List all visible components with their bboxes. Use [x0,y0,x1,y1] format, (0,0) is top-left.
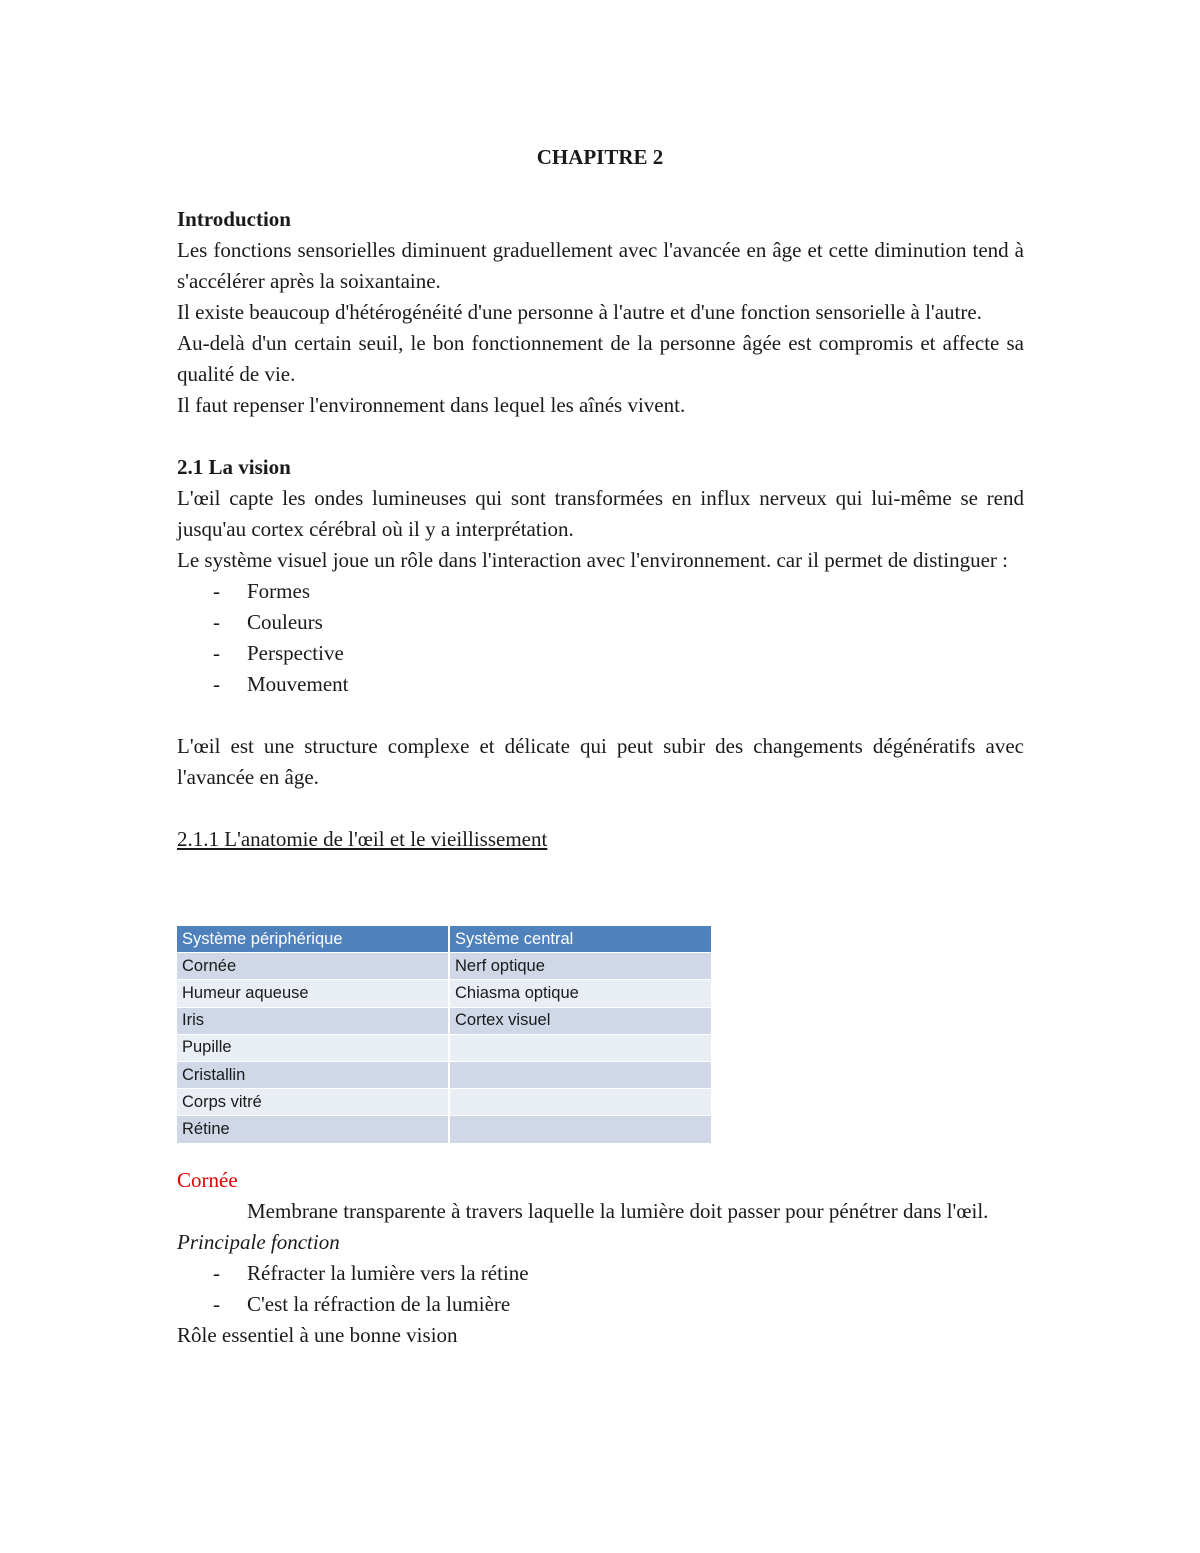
vision-paragraph-2: Le système visuel joue un rôle dans l'interaction avec l'environnement. car il permet de distinguer : [177,548,1008,572]
table-header-peripheral: Système périphérique [177,926,449,953]
table-cell: Nerf optique [449,953,711,980]
list-item: - Perspective [177,638,1024,669]
cornee-section [177,1165,1024,1351]
vision-paragraph-1: L'œil capte les ondes lumineuses qui sont transformées en influx nerveux qui lui-même se rend jusqu'au cortex cérébral où il y a interprétation. [177,486,1024,541]
table-row [177,953,711,980]
dash-icon: - [213,672,220,696]
intro-paragraph-1: Les fonctions sensorielles diminuent graduellement avec l'avancée en âge et cette diminution tend à s'accélérer après la soixantaine. [177,238,1024,293]
list-item: - C'est la réfraction de la lumière [177,1289,1024,1320]
table-cell: Chiasma optique [449,980,711,1007]
table-header-row [177,926,711,953]
table-row [177,1034,711,1061]
table-cell: Iris [177,1007,449,1034]
intro-heading: Introduction [177,207,291,231]
table-cell [449,1089,711,1116]
list-item: - Mouvement [177,669,1024,700]
intro-paragraph-4: Il faut repenser l'environnement dans lequel les aînés vivent. [177,393,686,417]
chapter-title: CHAPITRE 2 [536,145,664,169]
vision-closing: L'œil est une structure complexe et délicate qui peut subir des changements dégénératifs avec l'avancée en âge. [177,734,1024,789]
table-row [177,1061,711,1088]
list-item: - Formes [177,576,1024,607]
cornee-function-label: Principale fonction [177,1230,340,1254]
table-row [177,980,711,1007]
list-item: - Couleurs [177,607,1024,638]
table-cell [449,1034,711,1061]
table-cell: Cristallin [177,1061,449,1088]
table-row [177,1089,711,1116]
table-row [177,1007,711,1034]
cornee-function-list [177,1258,1024,1320]
table-header-central: Système central [449,926,711,953]
cornee-description: Membrane transparente à travers laquelle la lumière doit passer pour pénétrer dans l'œil. [247,1199,989,1223]
dash-icon: - [213,641,220,665]
table-cell: Cortex visuel [449,1007,711,1034]
table-cell: Corps vitré [177,1089,449,1116]
dash-icon: - [213,1261,220,1285]
table-cell [449,1116,711,1143]
table-cell: Pupille [177,1034,449,1061]
vision-list [177,576,1024,700]
dash-icon: - [213,610,220,634]
dash-icon: - [213,579,220,603]
table-cell: Rétine [177,1116,449,1143]
anatomy-subheading: 2.1.1 L'anatomie de l'œil et le vieillissement [177,827,548,851]
cornee-heading: Cornée [177,1168,238,1192]
intro-section [177,204,1024,855]
vision-heading: 2.1 La vision [177,455,291,479]
list-item: - Réfracter la lumière vers la rétine [177,1258,1024,1289]
table-cell: Humeur aqueuse [177,980,449,1007]
table-cell: Cornée [177,953,449,980]
intro-paragraph-3: Au-delà d'un certain seuil, le bon fonctionnement de la personne âgée est compromis et affecte sa qualité de vie. [177,331,1024,386]
table-cell [449,1061,711,1088]
anatomy-table [177,926,711,1144]
table-row [177,1116,711,1143]
cornee-role: Rôle essentiel à une bonne vision [177,1323,458,1347]
intro-paragraph-2: Il existe beaucoup d'hétérogénéité d'une personne à l'autre et d'une fonction sensorielle à l'autre. [177,300,982,324]
dash-icon: - [213,1292,220,1316]
